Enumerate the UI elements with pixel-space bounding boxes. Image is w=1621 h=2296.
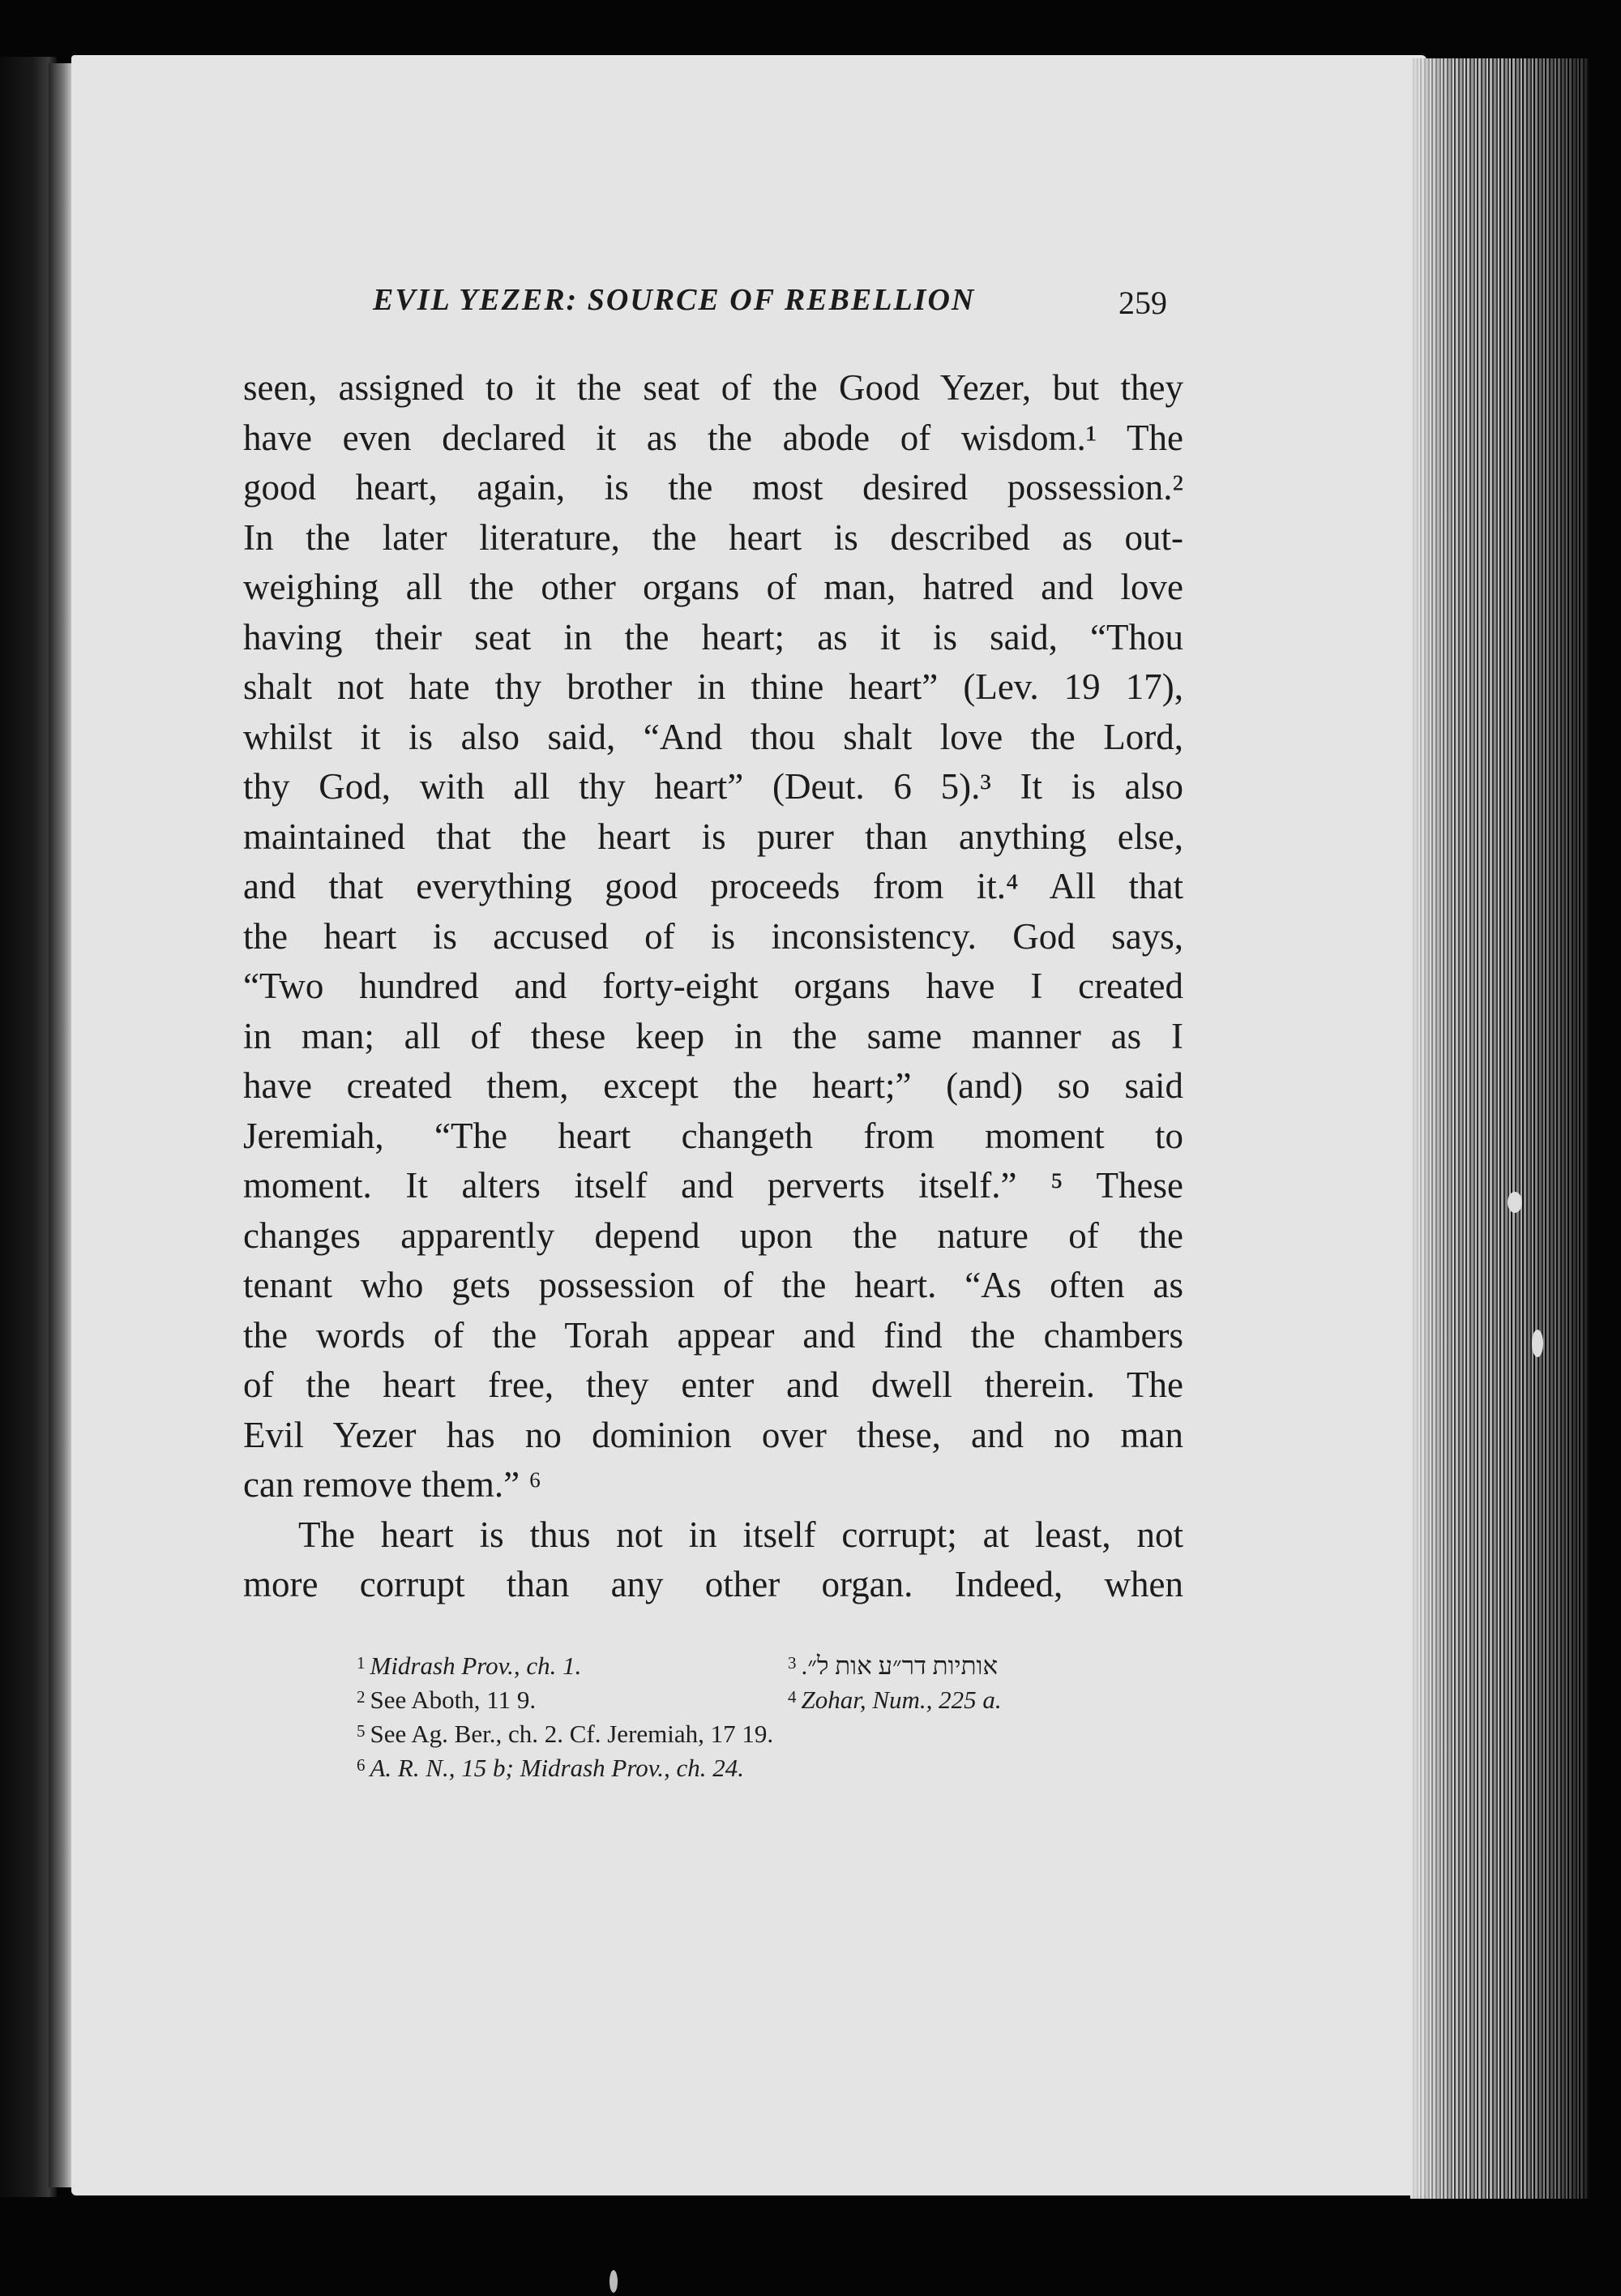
footnotes [357,1646,1118,1782]
footnote-row [357,1680,1118,1714]
text-line: “Two hundred and forty-eight organs have I created [243,966,1183,1006]
footnote-row [357,1646,1118,1680]
running-head: EVIL YEZER: SOURCE OF REBELLION [373,283,976,317]
footnote-6: $^6$ A. R. N., 15 b; Midrash Prov., ch. 24. [357,1754,745,1782]
text-line: of the heart free, they enter and dwell therein. The [243,1364,1183,1405]
scan-speck [1508,1192,1522,1213]
footnote-1: $^1$ Midrash Prov., ch. 1. [357,1651,582,1680]
footnote-2: $^2$ See Aboth, 11 9. [357,1686,537,1714]
text-line: in man; all of these keep in the same manner as I [243,1015,1183,1056]
text-line: tenant who gets possession of the heart. “As often as [243,1265,1183,1305]
footnote-3: $^3$ אותיות דר״ע אות ל״. [788,1651,999,1680]
text-line: maintained that the heart is purer than anything else, [243,816,1183,857]
scan-speck [609,2270,618,2293]
page-edges-shadow [1410,58,1589,2199]
text-line: good heart, again, is the most desired possession.² [243,467,1183,508]
text-line: more corrupt than any other organ. Indeed, when [243,1564,1183,1604]
paragraph-start-line: The heart is thus not in itself corrupt; at least, not [298,1514,1183,1555]
text-line: can remove them.” ⁶ [243,1464,542,1505]
text-line: thy God, with all thy heart” (Deut. 6 5).³ It is also [243,766,1183,807]
left-page-strip [49,63,73,2187]
footnote-row [357,1748,1118,1782]
text-line: Evil Yezer has no dominion over these, and no man [243,1414,1183,1455]
text-line: In the later literature, the heart is described as out- [243,516,1183,558]
text-line: moment. It alters itself and perverts itself.” ⁵ These [243,1165,1183,1206]
text-line: have created them, except the heart;” (and) so said [243,1065,1183,1106]
footnote-row [357,1714,1118,1748]
text-line: weighing all the other organs of man, hatred and love [243,567,1183,607]
text-line: whilst it is also said, “And thou shalt love the Lord, [243,716,1183,757]
body-text [243,363,1183,1610]
text-line: having their seat in the heart; as it is said, “Thou [243,616,1183,658]
footnote-4: $^4$ Zohar, Num., 225 a. [788,1686,1002,1714]
text-line: changes apparently depend upon the nature of the [243,1214,1183,1256]
scan-speck [1532,1330,1543,1357]
text-line: and that everything good proceeds from it.⁴ All that [243,866,1183,906]
page-number: 259 [1118,285,1167,321]
text-line: shalt not hate thy brother in thine heart” (Lev. 19 17), [243,666,1183,707]
text-line: have even declared it as the abode of wisdom.¹ The [243,417,1183,458]
footnote-5: $^5$ See Ag. Ber., ch. 2. Cf. Jeremiah, 17 19. [357,1720,774,1748]
text-line: seen, assigned to it the seat of the Good Yezer, but they [243,367,1183,408]
text-line: the words of the Torah appear and find the chambers [243,1314,1183,1356]
text-line: the heart is accused of is inconsistency. God says, [243,915,1183,957]
text-line: Jeremiah, “The heart changeth from moment to [243,1115,1183,1156]
